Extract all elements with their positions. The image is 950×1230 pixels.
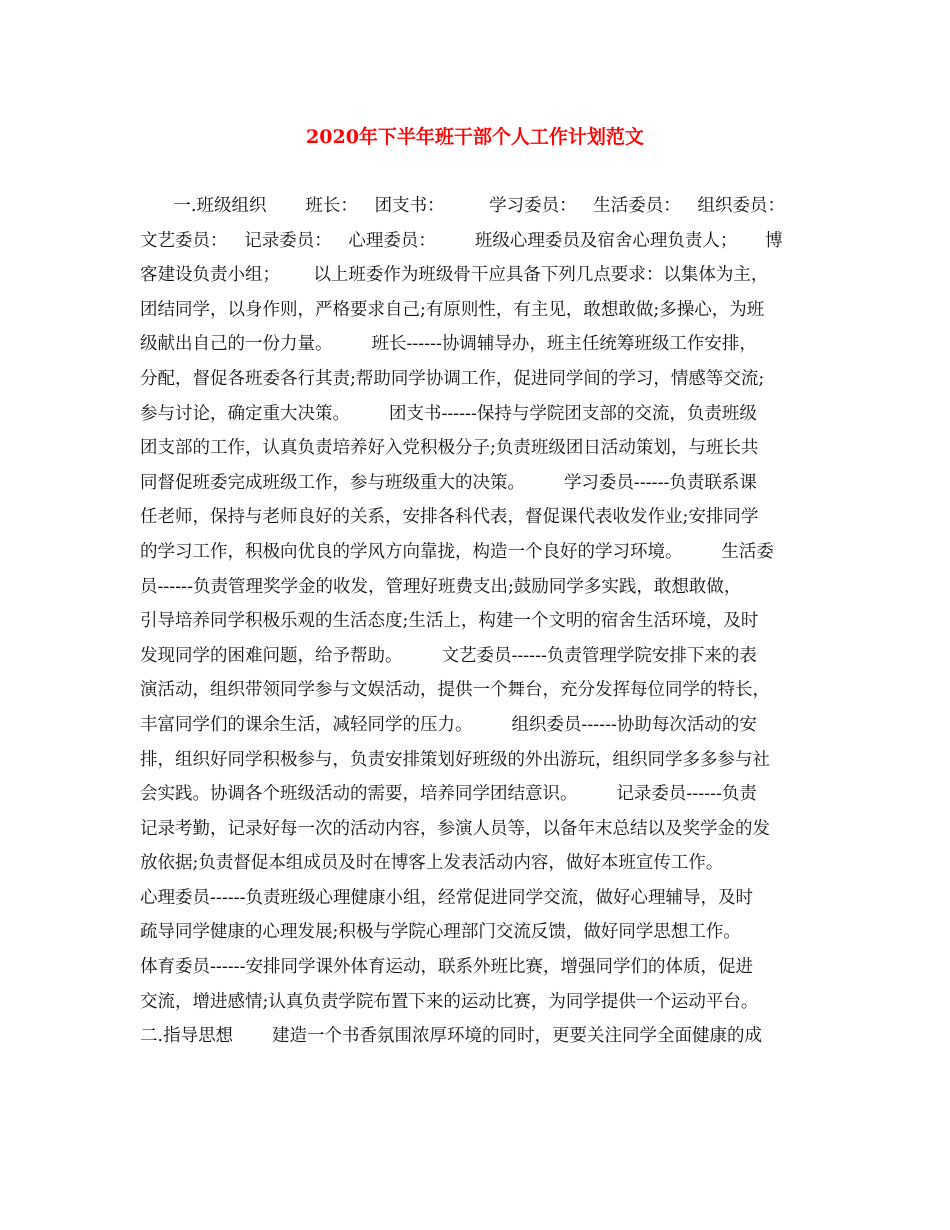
text-line: 分配，督促各班委各行其责;帮助同学协调工作，促进同学间的学习，情感等交流; [140,368,765,389]
text-line: 的学习工作，积极向优良的学风方向靠拢，构造一个良好的学习环境。 生活委 [140,541,774,562]
text-line: 交流，增进感情;认真负责学院布置下来的运动比赛，为同学提供一个运动平台。 [140,991,759,1012]
text-line: 员------负责管理奖学金的收发，管理好班费支出;鼓励同学多实践，敢想敢做， [140,576,742,597]
text-line: 客建设负责小组； 以上班委作为班级骨干应具备下列几点要求：以集体为主， [140,265,769,286]
text-line: 团支部的工作，认真负责培养好入党积极分子;负责班级团日活动策划，与班长共 [140,438,759,459]
text-line: 记录考勤，记录好每一次的活动内容，参演人员等，以备年末总结以及奖学金的发 [140,818,770,839]
text-line: 文艺委员： 记录委员： 心理委员： 班级心理委员及宿舍心理负责人； 博 [140,230,783,251]
text-line: 一.班级组织 班长： 团支书： 学习委员： 生活委员： 组织委员： [140,196,785,216]
text-line: 级献出自己的一份力量。 班长------协调辅导办，班主任统筹班级工作安排， [140,334,757,355]
text-line: 引导培养同学积极乐观的生活态度;生活上，构建一个文明的宿舍生活环境，及时 [140,611,759,632]
text-line: 发现同学的困难问题，给予帮助。 文艺委员------负责管理学院安排下来的表 [140,645,757,666]
text-line: 会实践。协调各个班级活动的需要，培养同学团结意识。 记录委员------负责 [140,784,757,805]
text-line: 二.指导思想 建造一个书香氛围浓厚环境的同时，更要关注同学全面健康的成 [140,1026,762,1047]
text-line: 同督促班委完成班级工作，参与班级重大的决策。 学习委员------负责联系课 [140,472,757,493]
text-line: 任老师，保持与老师良好的关系，安排各科代表，督促课代表收发作业;安排同学 [140,507,759,528]
document-body [140,189,810,1054]
text-line: 参与讨论，确定重大决策。 团支书------保持与学院团支部的交流，负责班级 [140,403,757,424]
text-line: 演活动，组织带领同学参与文娱活动，提供一个舞台，充分发挥每位同学的特长， [140,680,770,701]
text-line: 体育委员------安排同学课外体育运动，联系外班比赛，增强同学们的体质，促进 [140,957,753,978]
text-line: 团结同学，以身作则，严格要求自己;有原则性，有主见，敢想敢做;多操心，为班 [140,299,765,320]
text-line: 排，组织好同学积极参与，负责安排策划好班级的外出游玩，组织同学多多参与社 [140,749,770,770]
text-line: 疏导同学健康的心理发展;积极与学院心理部门交流反馈，做好同学思想工作。 [140,922,741,943]
text-line: 丰富同学们的课余生活，减轻同学的压力。 组织委员------协助每次活动的安 [140,714,757,735]
document-title: 2020年下半年班干部个人工作计划范文 [306,126,644,148]
text-line: 心理委员------负责班级心理健康小组，经常促进同学交流，做好心理辅导，及时 [140,887,753,908]
text-line: 放依据;负责督促本组成员及时在博客上发表活动内容，做好本班宣传工作。 [140,853,724,874]
